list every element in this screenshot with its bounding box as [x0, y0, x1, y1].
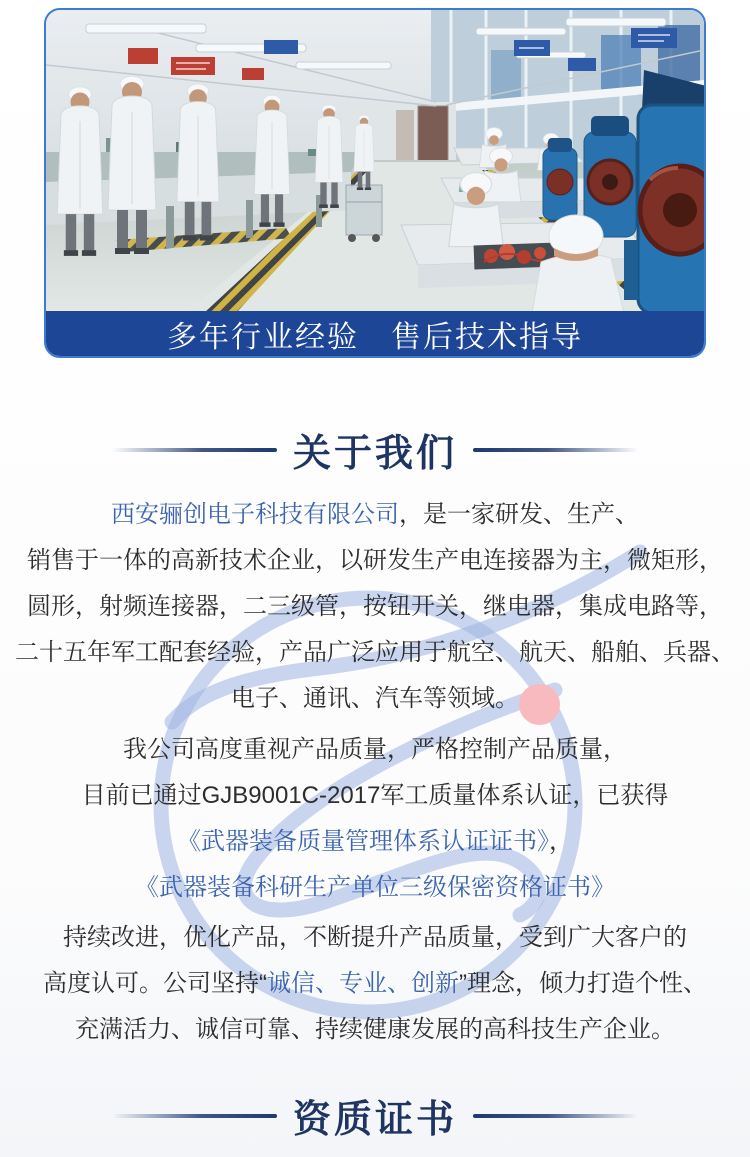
title-line-right — [473, 448, 638, 452]
text-line: 《武器装备质量管理体系认证证书》， — [177, 828, 573, 855]
company-name: 西安骊创电子科技有限公司 — [111, 501, 399, 528]
text-line: 二十五年军工配套经验，产品广泛应用于航空、航天、船舶、兵器、 — [15, 639, 735, 666]
text-line: 西安骊创电子科技有限公司，是一家研发、生产、 — [111, 501, 639, 528]
text-line: 我公司高度重视产品质量，严格控制产品质量， — [123, 736, 627, 763]
about-text-block — [10, 492, 740, 1053]
text-line: 销售于一体的高新技术企业，以研发生产电连接器为主，微矩形， — [27, 547, 723, 574]
factory-photo-illustration — [46, 10, 704, 313]
title-line-left — [112, 1114, 277, 1118]
certs-title: 资质证书 — [292, 1099, 457, 1141]
title-line-left — [112, 448, 277, 452]
text-line: 电子、通讯、汽车等领域。 — [231, 685, 519, 712]
certs-section-title — [0, 1088, 750, 1143]
certificate-name-1: 《武器装备质量管理体系认证证书》 — [177, 828, 549, 855]
hero-banner — [46, 311, 704, 356]
about-title: 关于我们 — [292, 433, 457, 475]
text-line: 充满活力、诚信可靠、持续健康发展的高科技生产企业。 — [75, 1016, 675, 1043]
hero-card — [44, 8, 706, 358]
about-paragraph-3 — [10, 915, 740, 1053]
about-section-title — [0, 422, 750, 477]
title-line-right — [473, 1114, 638, 1118]
about-paragraph-1 — [10, 492, 740, 722]
text-line: 持续改进，优化产品，不断提升产品质量，受到广大客户的 — [63, 924, 687, 951]
about-paragraph-2 — [10, 727, 740, 911]
text-line: 目前已通过GJB9001C-2017军工质量体系认证，已获得 — [81, 782, 669, 809]
text-line: 圆形，射频连接器，二三级管，按钮开关，继电器，集成电路等， — [27, 593, 723, 620]
certificate-name-2: 《武器装备科研生产单位三级保密资格证书》 — [135, 874, 615, 901]
hero-banner-text: 多年行业经验 售后技术指导 — [167, 320, 583, 354]
values-keywords: 诚信、专业、创新 — [267, 970, 459, 997]
text-line: 高度认可。公司坚持“诚信、专业、创新”理念，倾力打造个性、 — [43, 970, 707, 997]
